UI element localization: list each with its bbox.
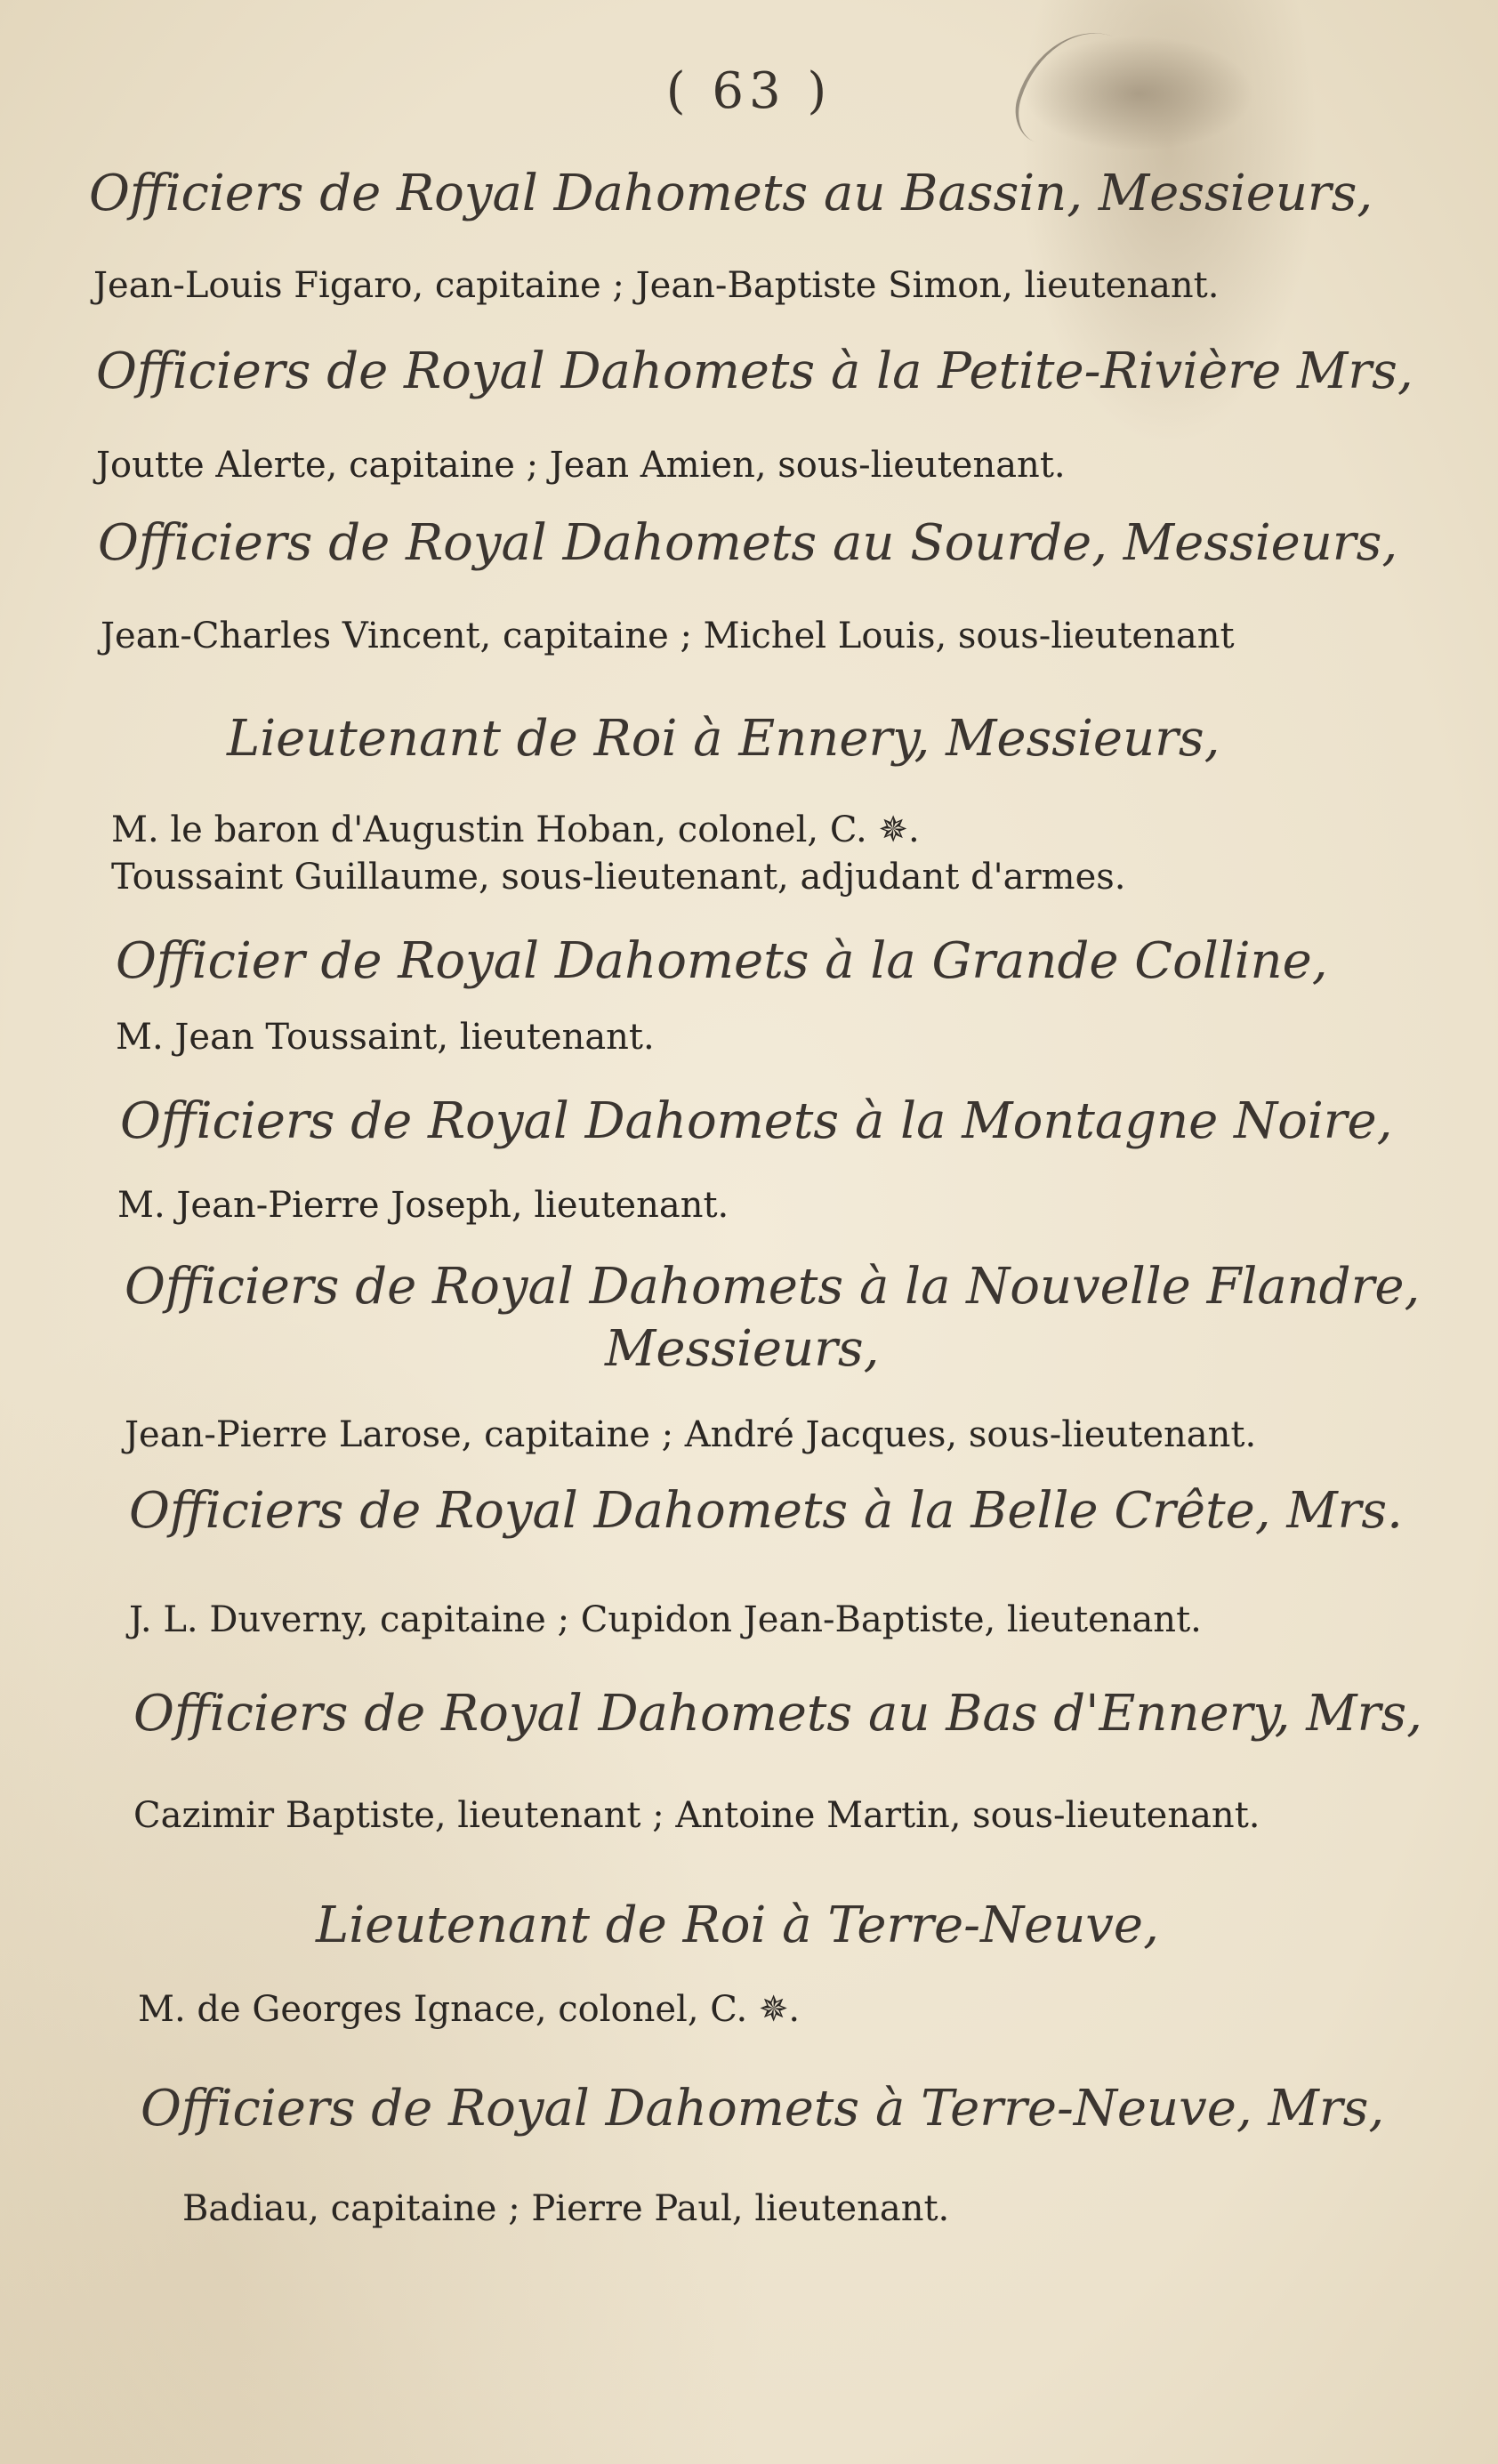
section-heading: Officiers de Royal Dahomets au Bas d'Ennery, Mrs, [133,1685,1422,1743]
section-heading: Officiers de Royal Dahomets à la Petite-Rivière Mrs, [96,342,1413,400]
section-heading: Officier de Royal Dahomets à la Grande Colline, [116,932,1328,990]
officer-line: Cazimir Baptiste, lieutenant ; Antoine Martin, sous-lieutenant. [133,1795,1260,1836]
officer-line: Jean-Pierre Larose, capitaine ; André Jacques, sous-lieutenant. [125,1414,1257,1455]
officer-line: Badiau, capitaine ; Pierre Paul, lieutenant. [182,2188,950,2229]
officer-line: M. le baron d'Augustin Hoban, colonel, C. ✵. [111,809,920,850]
page-number: ( 63 ) [665,62,833,120]
officer-line: J. L. Duverny, capitaine ; Cupidon Jean-Baptiste, lieutenant. [129,1599,1202,1640]
section-heading: Officiers de Royal Dahomets au Sourde, Messieurs, [98,514,1398,572]
section-heading: Officiers de Royal Dahomets à la Nouvelle Flandre, [125,1258,1421,1316]
officer-line: M. Jean Toussaint, lieutenant. [116,1017,655,1058]
officer-line: Toussaint Guillaume, sous-lieutenant, adjudant d'armes. [111,857,1126,898]
section-heading-continued: Messieurs, [605,1320,880,1378]
section-heading: Officiers de Royal Dahomets à la Belle Crête, Mrs. [129,1482,1403,1540]
officer-line: M. de Georges Ignace, colonel, C. ✵. [138,1989,801,2030]
officer-line: Joutte Alerte, capitaine ; Jean Amien, sous-lieutenant. [96,445,1066,486]
officer-line: M. Jean-Pierre Joseph, lieutenant. [117,1185,729,1226]
officer-line: Jean-Charles Vincent, capitaine ; Michel Louis, sous-lieutenant [101,616,1235,656]
section-heading: Lieutenant de Roi à Terre-Neuve, [316,1896,1159,1954]
section-heading: Officiers de Royal Dahomets à Terre-Neuve, Mrs, [141,2080,1385,2138]
officer-line: Jean-Louis Figaro, capitaine ; Jean-Baptiste Simon, lieutenant. [93,265,1220,306]
section-heading: Officiers de Royal Dahomets au Bassin, Messieurs, [89,165,1373,222]
section-heading: Lieutenant de Roi à Ennery, Messieurs, [227,710,1220,768]
section-heading: Officiers de Royal Dahomets à la Montagne Noire, [120,1092,1393,1150]
